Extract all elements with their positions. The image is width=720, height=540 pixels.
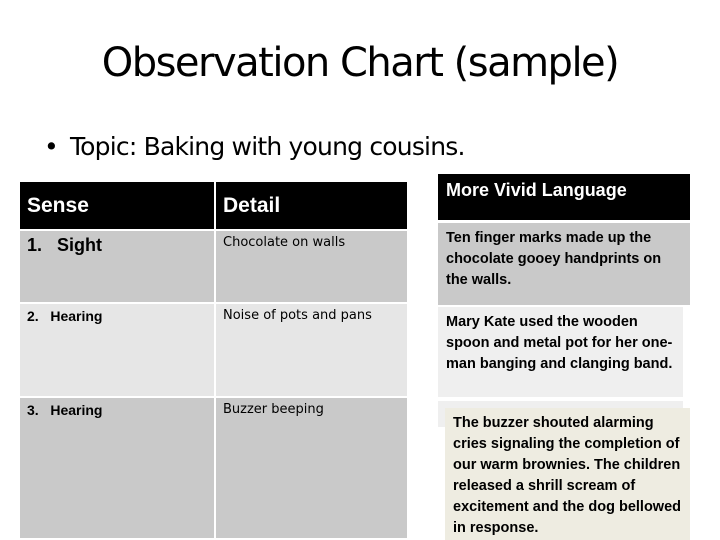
topic-text: Topic: Baking with young cousins.: [69, 132, 465, 161]
topic-bullet: [44, 132, 465, 161]
table-row: [19, 230, 408, 303]
detail-cell: Buzzer beeping: [215, 397, 408, 539]
vivid-item: Ten finger marks made up the chocolate gooey handprints on the walls.: [438, 223, 690, 305]
table-row: [19, 303, 408, 397]
sense-cell: 3. Hearing: [19, 397, 215, 539]
vivid-item: Mary Kate used the wooden spoon and metal pot for her one-man banging and clanging band.: [438, 307, 683, 397]
header-detail: Detail: [215, 181, 408, 230]
vivid-item: The buzzer shouted alarming cries signaling the completion of our warm brownies. The children released a shrill scream of excitement and the dog bellowed in response.: [445, 408, 690, 540]
detail-cell: Noise of pots and pans: [215, 303, 408, 397]
vivid-language-header: More Vivid Language: [438, 174, 690, 220]
bullet-icon: •: [44, 132, 58, 161]
detail-cell: Chocolate on walls: [215, 230, 408, 303]
header-sense: Sense: [19, 181, 215, 230]
sense-cell: 2. Hearing: [19, 303, 215, 397]
slide-title: Observation Chart (sample): [101, 40, 619, 86]
observation-table: [18, 180, 409, 540]
sense-cell: 1. Sight: [19, 230, 215, 303]
table-header-row: [19, 181, 408, 230]
table-row: [19, 397, 408, 539]
